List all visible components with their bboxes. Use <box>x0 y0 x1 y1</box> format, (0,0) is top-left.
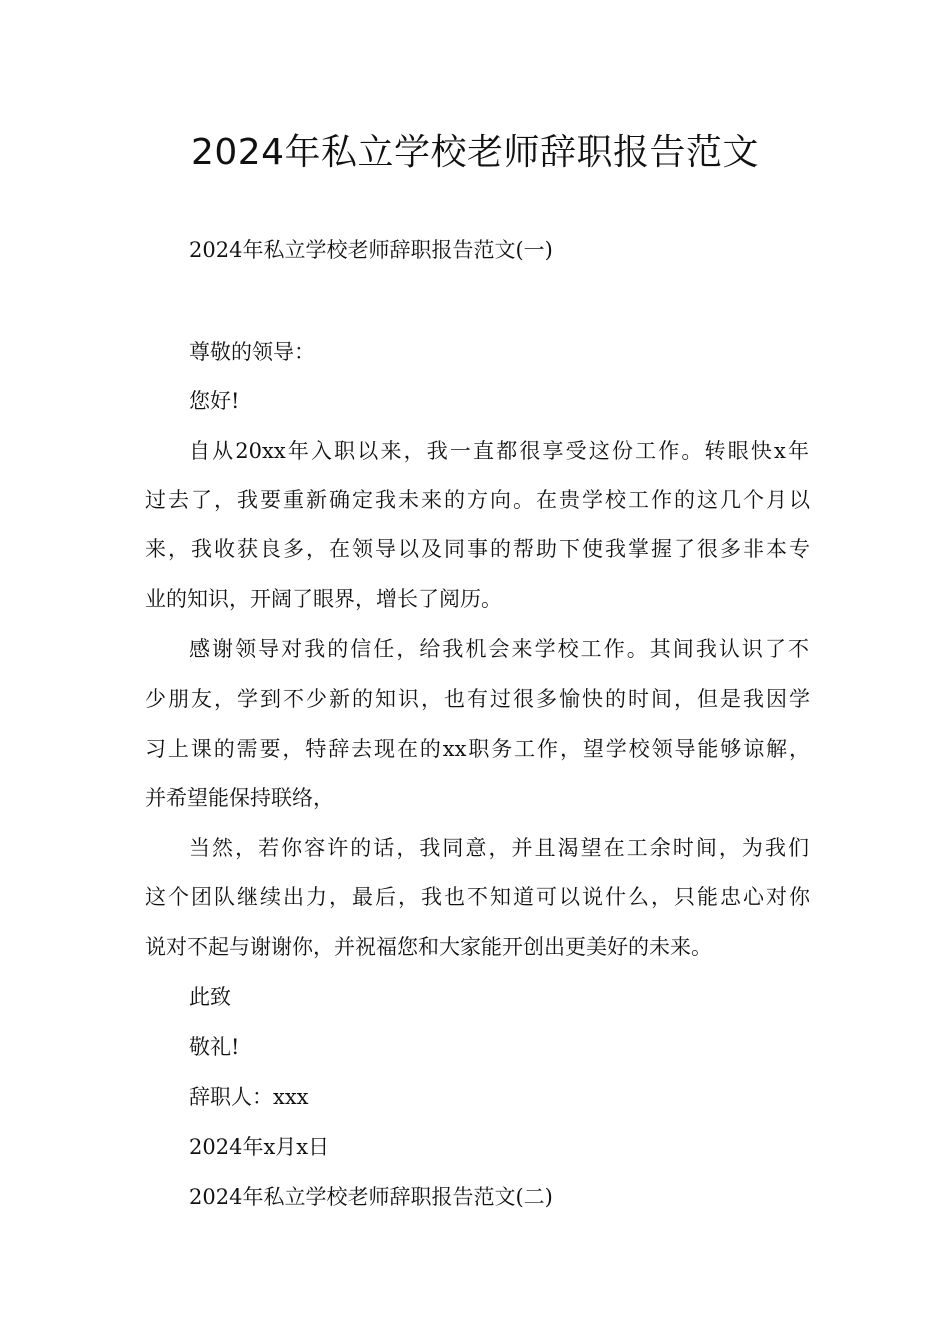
closing-line-2: 敬礼! <box>189 1035 240 1059</box>
paragraph-2-line-1: 感谢领导对我的信任，给我机会来学校工作。其间我认识了不 <box>189 637 809 661</box>
paragraph-2-line-3: 习上课的需要，特辞去现在的xx职务工作，望学校领导能够谅解， <box>145 737 810 761</box>
greeting: 您好! <box>189 389 240 413</box>
closing-line-1: 此致 <box>189 985 231 1009</box>
paragraph-2-line-2: 少朋友，学到不少新的知识，也有过很多愉快的时间，但是我因学 <box>145 687 810 711</box>
paragraph-3-line-3: 说对不起与谢谢你，并祝福您和大家能开创出更美好的未来。 <box>145 935 712 959</box>
section-heading-2: 2024年私立学校老师辞职报告范文(二) <box>189 1185 553 1209</box>
paragraph-1-line-4: 业的知识，开阔了眼界，增长了阅历。 <box>145 587 502 611</box>
section-heading-1: 2024年私立学校老师辞职报告范文(一) <box>189 238 553 262</box>
paragraph-1-line-3: 来，我收获良多，在领导以及同事的帮助下使我掌握了很多非本专 <box>145 537 810 561</box>
paragraph-2-line-4: 并希望能保持联络， <box>145 786 334 810</box>
paragraph-3-line-1: 当然，若你容许的话，我同意，并且渴望在工余时间，为我们 <box>189 836 809 860</box>
signer-line: 辞职人：xxx <box>189 1085 309 1109</box>
salutation: 尊敬的领导： <box>189 340 315 364</box>
document-title: 2024年私立学校老师辞职报告范文 <box>190 132 760 173</box>
paragraph-1-line-1: 自从20xx年入职以来，我一直都很享受这份工作。转眼快x年 <box>189 439 809 463</box>
paragraph-1-line-2: 过去了，我要重新确定我未来的方向。在贵学校工作的这几个月以 <box>145 488 810 512</box>
paragraph-3-line-2: 这个团队继续出力，最后，我也不知道可以说什么，只能忠心对你 <box>145 885 810 909</box>
date-line: 2024年x月x日 <box>189 1135 330 1159</box>
